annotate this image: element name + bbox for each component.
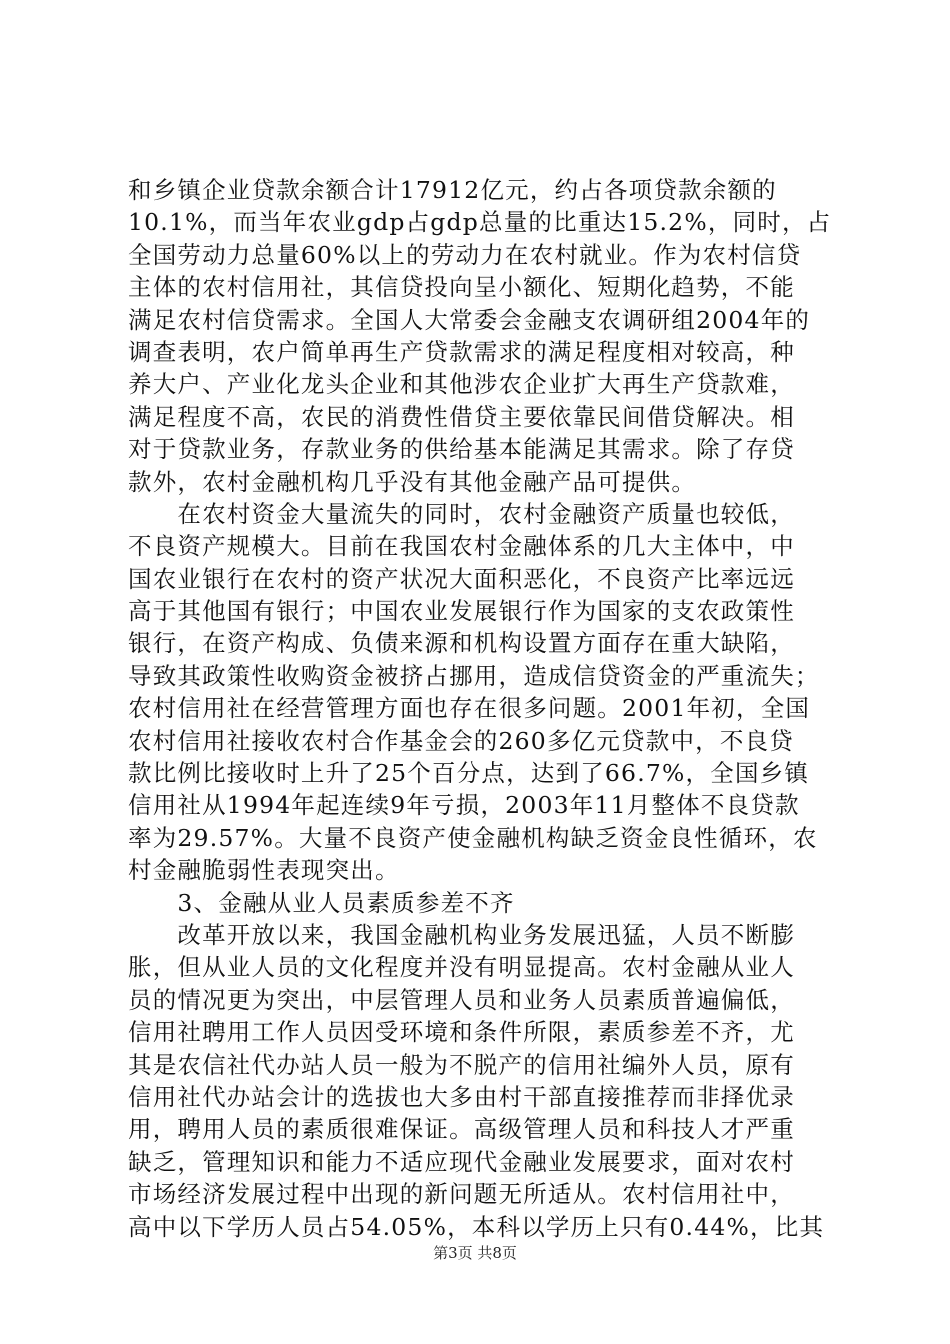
text-line: 信用社从1994年起连续9年亏损，2003年11月整体不良贷款 — [128, 791, 800, 820]
text-line: 农村信用社在经营管理方面也存在很多问题。2001年初，全国 — [128, 694, 811, 723]
text-line: 满足程度不高，农民的消费性借贷主要依靠民间借贷解决。相 — [128, 402, 795, 431]
text-line: 员的情况更为突出，中层管理人员和业务人员素质普遍偏低， — [128, 985, 795, 1014]
text-line: 高于其他国有银行；中国农业发展银行作为国家的支农政策性 — [128, 597, 795, 626]
text-line: 信用社聘用工作人员因受环境和条件所限，素质参差不齐，尤 — [128, 1018, 795, 1047]
text-line: 主体的农村信用社，其信贷投向呈小额化、短期化趋势，不能 — [128, 273, 795, 302]
text-line: 全国劳动力总量60%以上的劳动力在农村就业。作为农村信贷 — [128, 240, 802, 269]
text-line: 市场经济发展过程中出现的新问题无所适从。农村信用社中， — [128, 1180, 795, 1209]
text-line: 养大户、产业化龙头企业和其他涉农企业扩大再生产贷款难， — [128, 370, 795, 399]
text-line: 信用社代办站会计的选拔也大多由村干部直接推荐而非择优录 — [128, 1082, 795, 1111]
text-line: 高中以下学历人员占54.05%，本科以学历上只有0.44%，比其 — [128, 1212, 825, 1241]
text-line: 10.1%，而当年农业gdp占gdp总量的比重达15.2%，同时，占 — [128, 208, 832, 237]
text-line: 改革开放以来，我国金融机构业务发展迅猛，人员不断膨 — [128, 920, 795, 949]
text-line: 不良资产规模大。目前在我国农村金融体系的几大主体中，中 — [128, 532, 795, 561]
text-line: 农村信用社接收农村合作基金会的260多亿元贷款中，不良贷 — [128, 726, 794, 755]
text-line: 胀，但从业人员的文化程度并没有明显提高。农村金融从业人 — [128, 953, 795, 982]
text-line: 和乡镇企业贷款余额合计17912亿元，约占各项贷款余额的 — [128, 176, 777, 204]
text-line: 缺乏，管理知识和能力不适应现代金融业发展要求，面对农村 — [128, 1147, 795, 1176]
body-text — [128, 174, 832, 1243]
text-line: 满足农村信贷需求。全国人大常委会金融支农调研组2004年的 — [128, 305, 811, 334]
text-line: 银行，在资产构成、负债来源和机构设置方面存在重大缺陷， — [128, 629, 795, 658]
text-line: 用，聘用人员的素质很难保证。高级管理人员和科技人才严重 — [128, 1115, 795, 1144]
text-line: 对于贷款业务，存款业务的供给基本能满足其需求。除了存贷 — [128, 435, 795, 464]
text-line: 导致其政策性收购资金被挤占挪用，造成信贷资金的严重流失； — [128, 661, 820, 690]
text-line: 款外，农村金融机构几乎没有其他金融产品可提供。 — [128, 467, 697, 496]
text-line: 国农业银行在农村的资产状况大面积恶化，不良资产比率远远 — [128, 564, 795, 593]
page-footer: 第3页 共8页 — [433, 1244, 517, 1262]
text-line: 率为29.57%。大量不良资产使金融机构缺乏资金良性循环，农 — [128, 823, 818, 852]
text-line: 在农村资金大量流失的同时，农村金融资产质量也较低， — [128, 499, 795, 528]
text-line: 款比例比接收时上升了25个百分点，达到了66.7%，全国乡镇 — [128, 759, 810, 788]
text-line: 3、金融从业人员素质参差不齐 — [128, 888, 515, 917]
text-line: 其是农信社代办站人员一般为不脱产的信用社编外人员，原有 — [128, 1050, 795, 1079]
text-line: 村金融脆弱性表现突出。 — [128, 856, 400, 885]
text-line: 调查表明，农户简单再生产贷款需求的满足程度相对较高，种 — [128, 337, 795, 366]
